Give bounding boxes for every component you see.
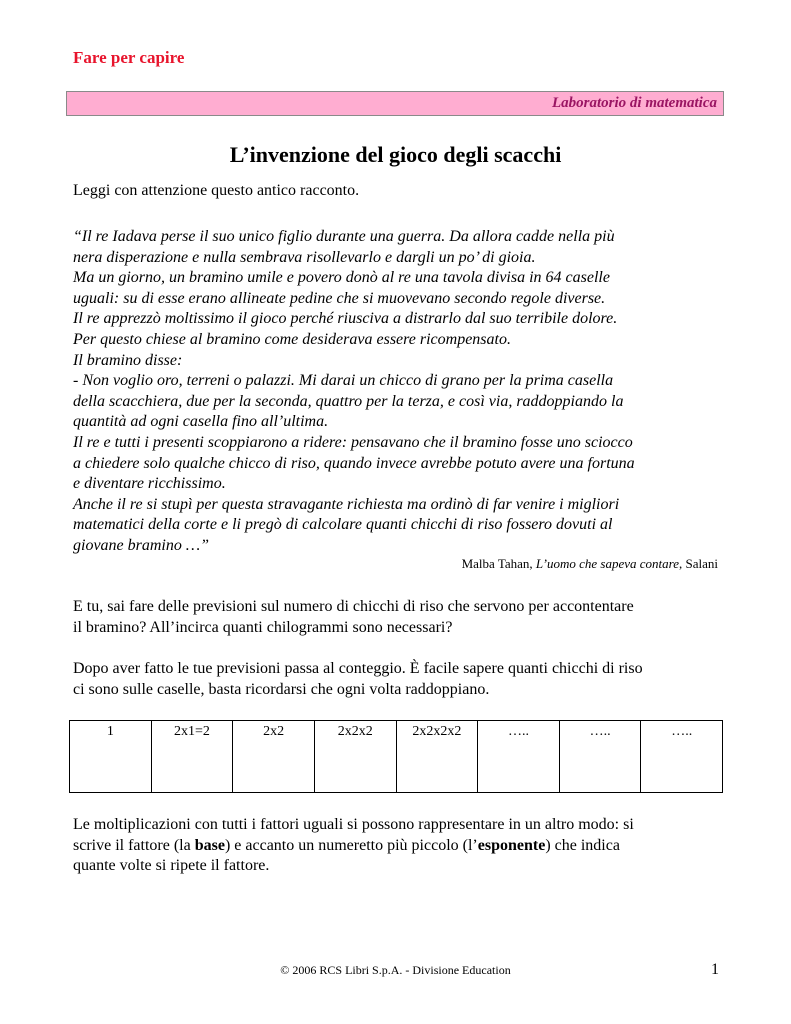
question-line: il bramino? All’incirca quanti chilogrammi sono necessari?	[73, 618, 453, 636]
table-cell: …..	[641, 721, 723, 793]
question-paragraph	[73, 597, 733, 638]
footer-copyright: © 2006 RCS Libri S.p.A. - Divisione Education	[280, 963, 511, 977]
page-number: 1	[711, 961, 719, 978]
power-line: Le moltiplicazioni con tutti i fattori uguali si possono rappresentare in un altro modo: si	[73, 816, 634, 833]
table-row	[70, 721, 723, 793]
table-cell: 1	[70, 721, 152, 793]
table-cell: 2x2x2	[314, 721, 396, 793]
power-text: ) e accanto un numeretto più piccolo (l’	[224, 836, 478, 854]
page-title: L’invenzione del gioco degli scacchi	[229, 142, 562, 167]
power-line	[73, 836, 733, 857]
story-line: uguali: su di esse erano allineate pedine che si muovevano secondo regole diverse.	[73, 289, 606, 307]
table-cell: 2x1=2	[151, 721, 233, 793]
story-text	[73, 227, 733, 557]
power-line: quante volte si ripete il fattore.	[73, 857, 270, 875]
lab-banner	[66, 91, 724, 116]
section-label: Fare per capire	[73, 48, 185, 67]
citation-publisher: , Salani	[679, 556, 718, 571]
story-line: Ma un giorno, un bramino umile e povero donò al re una tavola divisa in 64 caselle	[73, 269, 610, 287]
story-line: - Non voglio oro, terreni o palazzi. Mi darai un chicco di grano per la prima casella	[73, 372, 614, 390]
power-paragraph	[73, 815, 733, 877]
doubling-table	[69, 720, 723, 793]
count-paragraph	[73, 659, 733, 700]
story-line: Per questo chiese al bramino come desiderava essere ricompensato.	[73, 330, 511, 348]
story-line: Anche il re si stupì per questa stravagante richiesta ma ordinò di far venire i migliori	[73, 495, 620, 513]
table-cell: …..	[478, 721, 560, 793]
story-line: matematici della corte e li pregò di calcolare quanti chicchi di riso fossero dovuti al	[73, 516, 613, 534]
table-cell: 2x2	[233, 721, 315, 793]
citation	[462, 556, 718, 572]
question-line: E tu, sai fare delle previsioni sul numero di chicchi di riso che servono per accontentare	[73, 598, 634, 615]
story-line: quantità ad ogni casella fino all’ultima.	[73, 413, 329, 431]
story-line: Il re e tutti i presenti scoppiarono a ridere: pensavano che il bramino fosse uno sciocco	[73, 433, 633, 451]
story-line: Il re apprezzò moltissimo il gioco perché riusciva a distrarlo dal suo terribile dolore.	[73, 310, 618, 328]
citation-author: Malba Tahan,	[461, 556, 536, 571]
story-line: a chiedere solo qualche chicco di riso, quando invece avrebbe potuto avere una fortuna	[73, 454, 635, 472]
story-line: giovane bramino …”	[73, 536, 209, 554]
term-exponent: esponente	[477, 836, 546, 854]
power-text: ) che indica	[545, 836, 620, 854]
table-cell: …..	[559, 721, 641, 793]
count-line: Dopo aver fatto le tue previsioni passa al conteggio. È facile sapere quanti chicchi di riso	[73, 660, 643, 677]
power-text: scrive il fattore (la	[73, 836, 195, 854]
banner-title: Laboratorio di matematica	[552, 95, 717, 111]
citation-book: L’uomo che sapeva contare	[535, 556, 679, 571]
count-line: ci sono sulle caselle, basta ricordarsi che ogni volta raddoppiano.	[73, 680, 490, 698]
term-base: base	[194, 836, 225, 854]
story-line: della scacchiera, due per la seconda, quattro per la terza, e così via, raddoppiando la	[73, 392, 624, 410]
table-cell: 2x2x2x2	[396, 721, 478, 793]
intro-text: Leggi con attenzione questo antico racconto.	[73, 182, 360, 199]
story-line: Il bramino disse:	[73, 351, 183, 369]
story-line: e diventare ricchissimo.	[73, 475, 226, 493]
story-line: nera disperazione e nulla sembrava risollevarlo e dargli un po’ di gioia.	[73, 248, 536, 266]
story-line: “Il re Iadava perse il suo unico figlio durante una guerra. Da allora cadde nella più	[73, 228, 615, 245]
